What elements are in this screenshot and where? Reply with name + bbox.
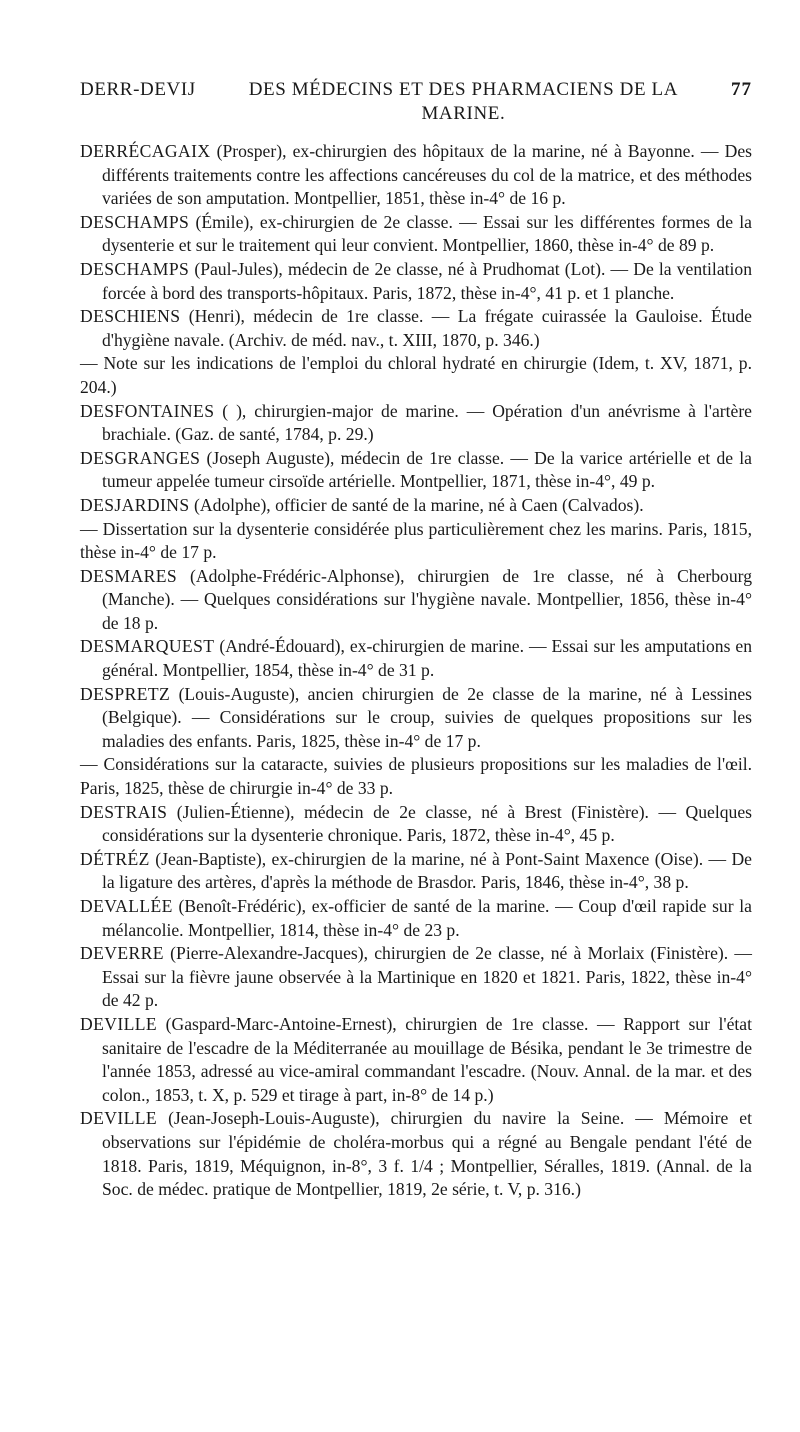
entry-text: (Paul-Jules), médecin de 2e classe, né à Prudhomat (Lot). — De la ventilation forcée à bord des transports-hôpitaux. Paris, 1872, thèse in-4°, 41 p. et 1 planche. <box>102 258 752 303</box>
bibliography-entry <box>80 494 752 518</box>
entry-author: DEVALLÉE <box>80 896 173 916</box>
running-head-title: DES MÉDECINS ET DES PHARMACIENS DE LA MARINE. <box>248 79 679 124</box>
entry-text: (Adolphe), officier de santé de la marine, né à Caen (Calvados). <box>194 494 644 515</box>
entry-text: (Jean-Joseph-Louis-Auguste), chirurgien du navire la Seine. — Mémoire et observations sur l'épidémie de choléra-morbus qui a régné au Bengale pendant l'été de 1818. Paris, 1819, Méquignon, in-8°, 3 f. 1/4 ; Montpellier, Séralles, 1819. (Annal. de la Soc. de médec. pratique de Montpellier, 1819, 2e série, t. V, p. 316.) <box>102 1108 753 1200</box>
entry-author: DEVILLE <box>80 1013 158 1034</box>
bibliography-entry <box>80 565 752 636</box>
entry-text: (André-Édouard), ex-chirurgien de marine. — Essai sur les amputations en général. Montpellier, 1854, thèse in-4° de 31 p. <box>102 636 752 681</box>
entry-author: DESCHAMPS <box>80 258 190 279</box>
bibliography-entry <box>80 942 752 1013</box>
bibliography-entry <box>80 1107 752 1201</box>
entry-text: Considérations sur la cataracte, suivies de plusieurs propositions sur les maladies de l'œil. Paris, 1825, thèse de chirurgie in-4° de 33 p. <box>80 754 752 799</box>
entry-text: (Louis-Auguste), ancien chirurgien de 2e classe de la marine, né à Lessines (Belgique). — Considérations sur le croup, suivies de quelques propositions sur les maladies des enfants. Paris, 1825, thèse in-4° de 17 p. <box>102 683 752 751</box>
entry-text: (Prosper), ex-chirurgien des hôpitaux de la marine, né à Bayonne. — Des différents traitements contre les affections cancéreuses du col de la matrice, et des méthodes variées de son amputation. Montpellier, 1851, thèse in-4° de 16 p. <box>102 141 752 209</box>
entry-author: DERRÉCAGAIX <box>80 141 211 161</box>
entry-text: (Pierre-Alexandre-Jacques), chirurgien de 2e classe, né à Morlaix (Finistère). — Essai sur la fièvre jaune observée à la Martinique en 1820 et 1821. Paris, 1822, thèse in-4° de 42 p. <box>102 943 752 1011</box>
entry-text: (Henri), médecin de 1re classe. — La frégate cuirassée la Gauloise. Étude d'hygiène navale. (Archiv. de méd. nav., t. XIII, 1870, p. 346.) <box>102 306 752 350</box>
entry-author: DEVILLE <box>80 1108 158 1129</box>
entry-author: DESMARES <box>80 565 178 586</box>
entry-text: (Benoît-Frédéric), ex-officier de santé de la marine. — Coup d'œil rapide sur la mélancolie. Montpellier, 1814, thèse in-4° de 23 p. <box>102 896 752 940</box>
entry-author: DESTRAIS <box>80 801 168 822</box>
entry-text: ( ), chirurgien-major de marine. — Opération d'un anévrisme à l'artère brachiale. (Gaz. de santé, 1784, p. 29.) <box>102 400 752 445</box>
entry-text: (Gaspard-Marc-Antoine-Ernest), chirurgien de 1re classe. — Rapport sur l'état sanitaire de l'escadre de la Méditerranée au mouillage de Bésika, pendant le 3e trimestre de l'année 1853, adressé au vice-amiral commandant l'escadre. (Nouv. Annal. de la mar. et des colon., 1853, t. X, p. 529 et tirage à part, in-8° de 14 p.) <box>102 1013 752 1105</box>
bibliography-entry <box>80 400 752 447</box>
entry-text: (Adolphe-Frédéric-Alphonse), chirurgien de 1re classe, né à Cherbourg (Manche). — Quelques considérations sur l'hygiène navale. Montpellier, 1856, thèse in-4° de 18 p. <box>102 565 752 633</box>
bibliography-entry <box>80 447 752 494</box>
entry-text: (Jean-Baptiste), ex-chirurgien de la marine, né à Pont-Saint Maxence (Oise). — De la ligature des artères, d'après la méthode de Brasdor. Paris, 1846, thèse in-4°, 38 p. <box>102 848 752 893</box>
running-head <box>80 78 752 126</box>
entry-author: DÉTRÉZ <box>80 848 150 869</box>
entry-author: DESMARQUEST <box>80 636 215 657</box>
entry-author: DESCHAMPS <box>80 211 190 232</box>
bibliography-entry <box>80 635 752 682</box>
entry-author: DESGRANGES <box>80 447 201 468</box>
entry-author: DESJARDINS <box>80 494 190 515</box>
entry-list <box>80 140 752 1202</box>
entry-author: DESPRETZ <box>80 683 171 704</box>
bibliography-entry <box>80 305 752 352</box>
bibliography-entry <box>80 683 752 754</box>
page-number: 77 <box>731 79 752 100</box>
bibliography-entry <box>80 848 752 895</box>
entry-text: (Joseph Auguste), médecin de 1re classe. — De la varice artérielle et de la tumeur appelée tumeur cirsoïde artérielle. Montpellier, 1871, thèse in-4°, 49 p. <box>102 447 752 492</box>
bibliography-entry <box>80 258 752 305</box>
entry-text: Dissertation sur la dysenterie considérée plus particulièrement chez les marins. Paris, 1815, thèse in-4° de 17 p. <box>80 518 752 563</box>
bibliography-entry <box>80 140 752 211</box>
bibliography-entry <box>80 1013 752 1107</box>
continuation-entry <box>80 518 752 565</box>
continuation-entry <box>80 352 752 399</box>
bibliography-entry <box>80 801 752 848</box>
entry-author: DESCHIENS <box>80 306 181 327</box>
running-head-range: DERR-DEVIJ <box>80 79 196 100</box>
entry-text: (Émile), ex-chirurgien de 2e classe. — Essai sur les différentes formes de la dysenterie et sur le traitement qui leur convient. Montpellier, 1860, thèse in-4° de 89 p. <box>102 211 752 256</box>
bibliography-entry <box>80 895 752 942</box>
entry-text: (Julien-Étienne), médecin de 2e classe, né à Brest (Finistère). — Quelques considérations sur la dysenterie chronique. Paris, 1872, thèse in-4°, 45 p. <box>102 801 752 846</box>
entry-author: DESFONTAINES <box>80 400 215 421</box>
continuation-entry <box>80 753 752 800</box>
entry-text: Note sur les indications de l'emploi du chloral hydraté en chirurgie (Idem, t. XV, 1871, p. 204.) <box>80 353 752 397</box>
entry-author: DEVERRE <box>80 943 164 964</box>
bibliography-entry <box>80 211 752 258</box>
